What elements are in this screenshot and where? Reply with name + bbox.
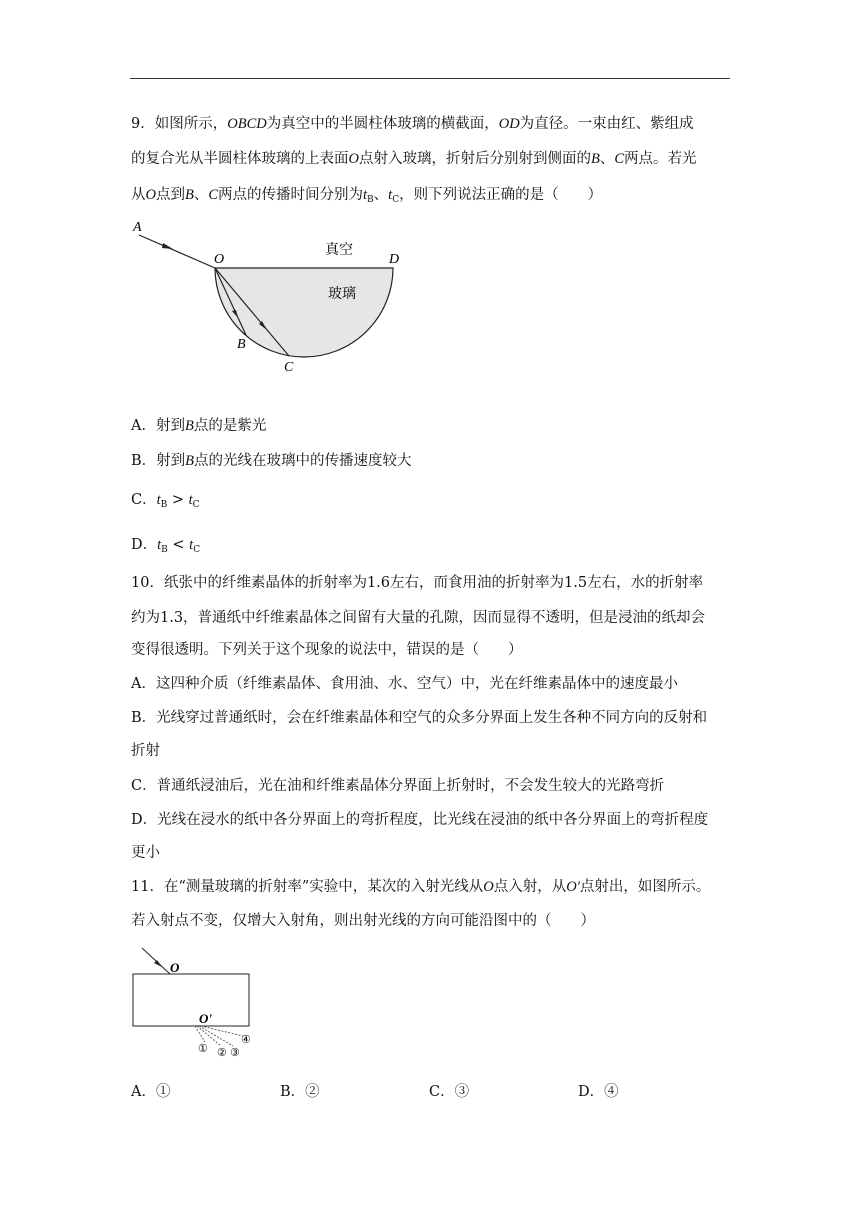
- q9-option-a: A．射到B点的是紫光: [131, 418, 267, 434]
- incident-ray: [139, 235, 215, 268]
- glass-block: [133, 974, 249, 1026]
- q9-stem-line-1: 9．如图所示，OBCD为真空中的半圆柱体玻璃的横截面，OD为直径。一束由红、紫组成: [131, 116, 694, 132]
- mark-3: ③: [230, 1047, 240, 1059]
- q10-line-1: 10．纸张中的纤维素晶体的折射率为1.6左右，而食用油的折射率为1.5左右，水的折射率: [131, 575, 704, 591]
- mark-1: ①: [198, 1043, 208, 1055]
- q10-option-a: A．这四种介质（纤维素晶体、食用油、水、空气）中，光在纤维素晶体中的速度最小: [131, 676, 678, 692]
- q10-line-3: 变得很透明。下列关于这个现象的说法中，错误的是（ ）: [131, 642, 523, 658]
- q10-option-c: C．普通纸浸油后，光在油和纤维素晶体分界面上折射时，不会发生较大的光路弯折: [131, 778, 665, 794]
- mark-4: ④: [241, 1034, 251, 1046]
- label-C: C: [284, 360, 294, 375]
- label-vacuum: 真空: [325, 243, 353, 258]
- q11-option-b: B．②: [280, 1084, 320, 1100]
- incident-arrow-11-icon: [154, 960, 162, 967]
- incident-arrow-icon: [162, 243, 173, 249]
- q10-option-b-cont: 折射: [131, 743, 160, 759]
- q10-line-2: 约为1.3，普通纸中纤维素晶体之间留有大量的孔隙，因而显得不透明，但是浸油的纸却会: [131, 610, 706, 626]
- q11-stem-line-1: 11．在“测量玻璃的折射率”实验中，某次的入射光线从O点入射，从O′点射出，如图所示。: [131, 879, 711, 895]
- label-O-11: O: [170, 960, 180, 975]
- label-A: A: [133, 220, 142, 235]
- q11-stem-line-2: 若入射点不变，仅增大入射角，则出射光线的方向可能沿图中的（ ）: [131, 913, 595, 929]
- exit-ray-4: [201, 1026, 243, 1036]
- q10-option-d-cont: 更小: [131, 845, 160, 861]
- q9-option-c: C．$t_B > t_C$: [131, 492, 200, 510]
- q10-option-d: D．光线在浸水的纸中各分界面上的弯折程度，比光线在浸油的纸中各分界面上的弯折程度: [131, 812, 709, 828]
- q9-option-d: D．$t_B < t_C$: [131, 537, 201, 555]
- label-D: D: [389, 252, 400, 267]
- header-rule: [130, 78, 730, 79]
- q10-option-b: B．光线穿过普通纸时，会在纤维素晶体和空气的众多分界面上发生各种不同方向的反射和: [131, 710, 708, 726]
- q9-stem-line-3: 从O点到B、C两点的传播时间分别为$t_B$、$t_C$，则下列说法正确的是（ ）: [131, 187, 603, 205]
- label-glass: 玻璃: [328, 287, 356, 302]
- q9-semicircle-figure: [125, 215, 425, 380]
- q9-option-b: B．射到B点的光线在玻璃中的传播速度较大: [131, 453, 412, 469]
- q9-stem-line-2: 的复合光从半圆柱体玻璃的上表面O点射入玻璃，折射后分别射到侧面的B、C两点。若光: [131, 151, 697, 167]
- q11-glass-block-figure: [125, 945, 275, 1060]
- label-O-prime: O': [199, 1011, 212, 1026]
- q11-option-d: D．④: [578, 1084, 619, 1100]
- label-O: O: [214, 252, 225, 267]
- mark-2: ②: [217, 1047, 227, 1059]
- label-B: B: [237, 337, 246, 352]
- q11-option-a: A．①: [131, 1084, 171, 1100]
- q11-option-c: C．③: [429, 1084, 470, 1100]
